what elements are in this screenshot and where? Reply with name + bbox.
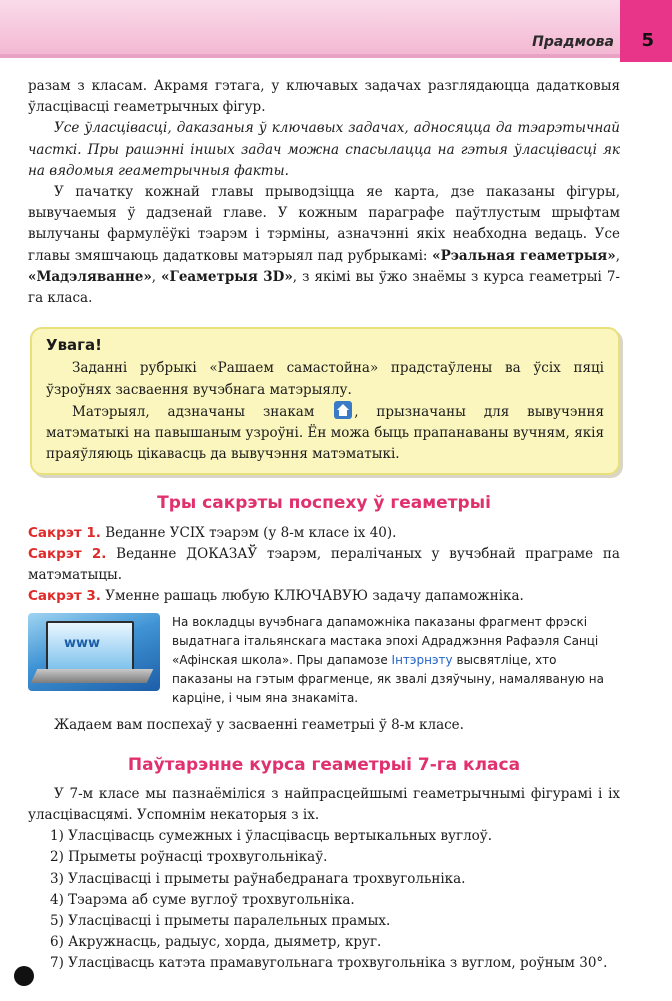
intro-paragraph-3-text: У пачатку кожнай главы прыводзіцца яе карта, дзе паказаны фігуры, вывучаемыя ў дадзенай главе. У кожным параграфе паўтлустым шрыфтам вылучаны фармулёўкі тэарэм і тэрміны, азначэнні якіх неабходна ведаць. Усе главы змяшчаюць дадатковы матэрыял пад рубрыкамі: bbox=[28, 184, 620, 264]
intro-paragraph-2: Усе ўласцівасці, даказаныя ў ключавых задачах, адносяцца да тэарэтычнай часткі. Пры рашэнні іншых задач можна спасылацца на гэтыя ўласцівасці як на вядомыя геаметрычныя факты. bbox=[28, 120, 620, 179]
list-item: 7) Уласцівасць катэта прамавугольнага трохвугольніка з вуглом, роўным 30°. bbox=[50, 955, 608, 972]
intro-paragraph-3 bbox=[28, 182, 620, 309]
wish-paragraph: Жадаем вам поспехаў у засваенні геаметрыі ў 8-м класе. bbox=[54, 717, 464, 734]
list-item: 1) Уласцівасць сумежных і ўласцівасць вертыкальных вуглоў. bbox=[50, 828, 493, 845]
page-number: 5 bbox=[641, 30, 654, 51]
secret-text: Веданне ДОКАЗАЎ тэарэм, пералічаных у вучэбнай праграме па матэматыцы. bbox=[28, 545, 620, 584]
rubric-geometry-3d: «Геаметрыя 3D» bbox=[161, 268, 293, 285]
secret-label: Сакрэт 3. bbox=[28, 588, 101, 605]
attention-paragraph-2-start: Матэрыял, адзначаны знакам bbox=[72, 403, 315, 420]
running-head: Прадмова bbox=[532, 34, 614, 50]
corner-bullet-mark bbox=[14, 966, 34, 986]
separator: , bbox=[151, 268, 162, 285]
secret-label: Сакрэт 2. bbox=[28, 545, 107, 562]
www-label: www bbox=[64, 636, 101, 652]
page-content bbox=[28, 76, 620, 975]
secret-text: Веданне УСІХ тэарэм (у 8-м класе іх 40). bbox=[100, 524, 397, 541]
attention-title: Увага! bbox=[46, 336, 102, 355]
laptop-www-image bbox=[28, 613, 160, 691]
review-intro: У 7-м класе мы пазнаёміліся з найпрасцейшымі геаметрычнымі фігурамі і іх уласцівасцямі. Успомнім некаторыя з іх. bbox=[28, 785, 620, 824]
internet-task-text bbox=[172, 613, 620, 707]
attention-paragraph-2 bbox=[46, 401, 604, 466]
intro-paragraph-3-end: , з якімі вы ўжо знаёмы з курса геаметрыі 7-га класа. bbox=[28, 268, 620, 307]
internet-link[interactable]: Інтэрнэту bbox=[391, 653, 453, 668]
list-item: 2) Прыметы роўнасці трохвугольнікаў. bbox=[50, 849, 328, 866]
rubric-real-geometry: «Рэальная геаметрыя» bbox=[432, 247, 616, 264]
secret-item bbox=[28, 523, 620, 544]
intro-paragraph-1: разам з класам. Акрамя гэтага, у ключавых задачах разглядаюцца дадатковыя ўласцівасці геаметрычных фігур. bbox=[28, 78, 620, 116]
attention-paragraph-1: Заданні рубрыкі «Рашаем самастойна» прадстаўлены ва ўсіх пяці ўзроўнях засваення вучэбнага матэрыялу. bbox=[46, 360, 604, 398]
secrets-heading: Тры сакрэты поспеху ў геаметрыі bbox=[157, 493, 491, 514]
internet-task bbox=[28, 613, 620, 707]
laptop-keyboard bbox=[31, 669, 154, 683]
secret-item bbox=[28, 586, 620, 607]
separator: , bbox=[615, 247, 620, 264]
secret-item bbox=[28, 544, 620, 586]
attention-paragraph-2-end: , прызначаны для вывучэння матэматыкі на павышаным узроўні. Ён можа быць прапанаваны вучням, якія праяўляюць цікавасць да вывучэння матэматыкі. bbox=[46, 403, 604, 463]
secret-label: Сакрэт 1. bbox=[28, 524, 101, 541]
secret-text: Уменне рашаць любую КЛЮЧАВУЮ задачу дапаможніка. bbox=[100, 588, 524, 605]
list-item: 3) Уласцівасці і прыметы раўнабедранага трохвугольніка. bbox=[50, 870, 466, 887]
review-heading: Паўтарэнне курса геаметрыі 7-га класа bbox=[127, 754, 521, 775]
review-list bbox=[28, 826, 620, 974]
internet-task-text-start: На вокладцы вучэбнага дапаможніка паказаны фрагмент фрэскі выдатнага італьянскага мастака эпохі Адраджэння Рафаэля Санці «Афінская школа». Пры дапамозе bbox=[172, 615, 599, 668]
list-item: 4) Тэарэма аб суме вуглоў трохвугольніка. bbox=[50, 891, 355, 908]
list-item: 6) Акружнасць, радыус, хорда, дыяметр, круг. bbox=[50, 934, 382, 951]
internet-task-text-end: высвятліце, хто паказаны на гэтым фрагменце, як звалі дзяўчыну, намаляваную на карціне, і чым яна знакаміта. bbox=[172, 653, 604, 705]
attention-box bbox=[30, 327, 620, 475]
list-item: 5) Уласцівасці і прыметы паралельных прамых. bbox=[50, 913, 391, 930]
home-icon bbox=[334, 401, 352, 419]
rubric-modeling: «Мадэляванне» bbox=[28, 268, 152, 285]
